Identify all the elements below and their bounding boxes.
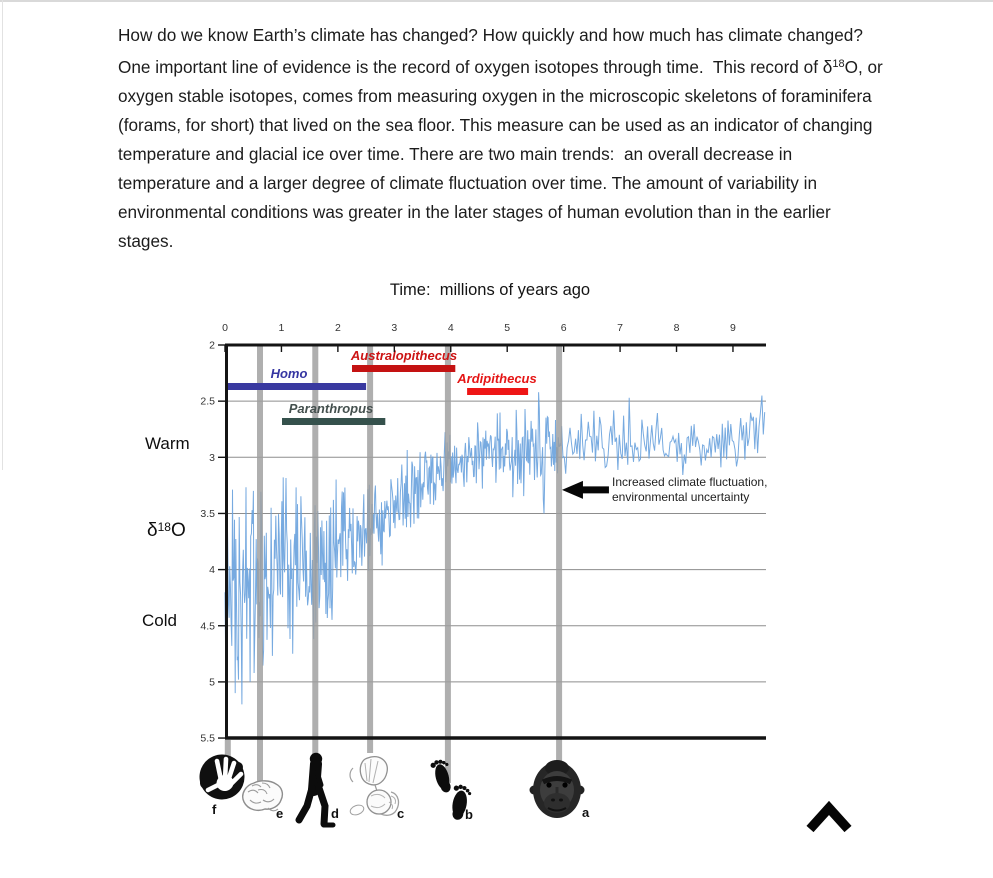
event-marker (257, 346, 263, 804)
isotope-series (225, 392, 765, 704)
y-tick-label: 4.5 (200, 620, 215, 633)
chevron-up-icon (805, 799, 853, 833)
taxon-bar-paranthropus (282, 418, 385, 425)
taxon-bar-australopithecus (352, 365, 455, 372)
taxon-label-homo: Homo (270, 366, 308, 381)
taxon-label-australopithecus: Australopithecus (350, 348, 458, 363)
x-tick-label: 3 (391, 322, 398, 334)
y-tick-label: 3.5 (200, 507, 215, 520)
taxon-label-paranthropus: Paranthropus (288, 401, 374, 416)
icon-letter-f: f (212, 802, 217, 817)
cold-axis-label: Cold (142, 611, 177, 630)
taxon-bar-homo (228, 383, 366, 390)
delta-symbol: δ (822, 57, 833, 78)
page-top-border (0, 0, 993, 2)
primate-face-icon (527, 756, 590, 827)
x-tick-label: 7 (617, 322, 624, 334)
oxygen-symbol: O (844, 57, 858, 78)
icon-letter-a: a (582, 805, 590, 820)
event-marker (556, 346, 562, 784)
walking-figure-icon (295, 752, 337, 835)
warm-axis-label: Warm (145, 434, 190, 453)
icon-letter-e: e (276, 806, 284, 821)
d18o-axis-label: $\delta^{18}O$ (147, 520, 186, 541)
paragraph-text-2: , or oxygen stable isotopes, comes from measuring oxygen in the microscopic skeletons of foraminifera (forams, for short) that lived on the sea floor. This measure can be used as an indicator of changing temperature and glacial ice over time. There are two main trends: an overall decrease in temperature and a larger degree of climate fluctuation over time. The amount of variability in environmental conditions was greater in the later stages of human evolution than in the earlier stages. (118, 57, 883, 252)
y-tick-label: 5.5 (200, 732, 215, 745)
icon-letter-d: d (331, 806, 339, 821)
x-tick-label: 0 (222, 322, 228, 334)
y-tick-label: 5 (209, 676, 215, 689)
x-tick-label: 8 (673, 322, 680, 334)
event-marker (445, 346, 451, 783)
scroll-top-button[interactable] (800, 794, 858, 840)
x-tick-label: 5 (504, 322, 511, 334)
fluctuation-annotation: Increased climate fluctuation, environmental uncertainty (612, 475, 768, 504)
isotope-chart (0, 250, 993, 878)
paragraph-text-1: How do we know Earth’s climate has changed? How quickly and how much has climate changed? One important line of evidence is the record of oxygen isotopes through time. This record of (118, 25, 863, 78)
x-tick-label: 1 (278, 322, 285, 334)
icon-letter-b: b (465, 807, 473, 822)
y-tick-label: 4 (209, 564, 215, 577)
x-tick-label: 9 (730, 322, 736, 334)
chart-title: Time: millions of years ago (389, 281, 591, 299)
x-tick-label: 4 (447, 322, 454, 334)
icon-letter-c: c (397, 806, 405, 821)
y-tick-label: 2.5 (200, 395, 215, 408)
taxon-label-ardipithecus: Ardipithecus (457, 371, 537, 386)
annotation-arrow (562, 481, 609, 499)
intro-paragraph (118, 21, 886, 256)
isotope-superscript: 18 (832, 58, 845, 71)
x-tick-label: 2 (334, 322, 341, 334)
x-tick-label: 6 (560, 322, 567, 334)
taxon-bar-ardipithecus (467, 388, 528, 395)
y-tick-label: 3 (209, 451, 215, 464)
y-tick-label: 2 (209, 339, 215, 352)
